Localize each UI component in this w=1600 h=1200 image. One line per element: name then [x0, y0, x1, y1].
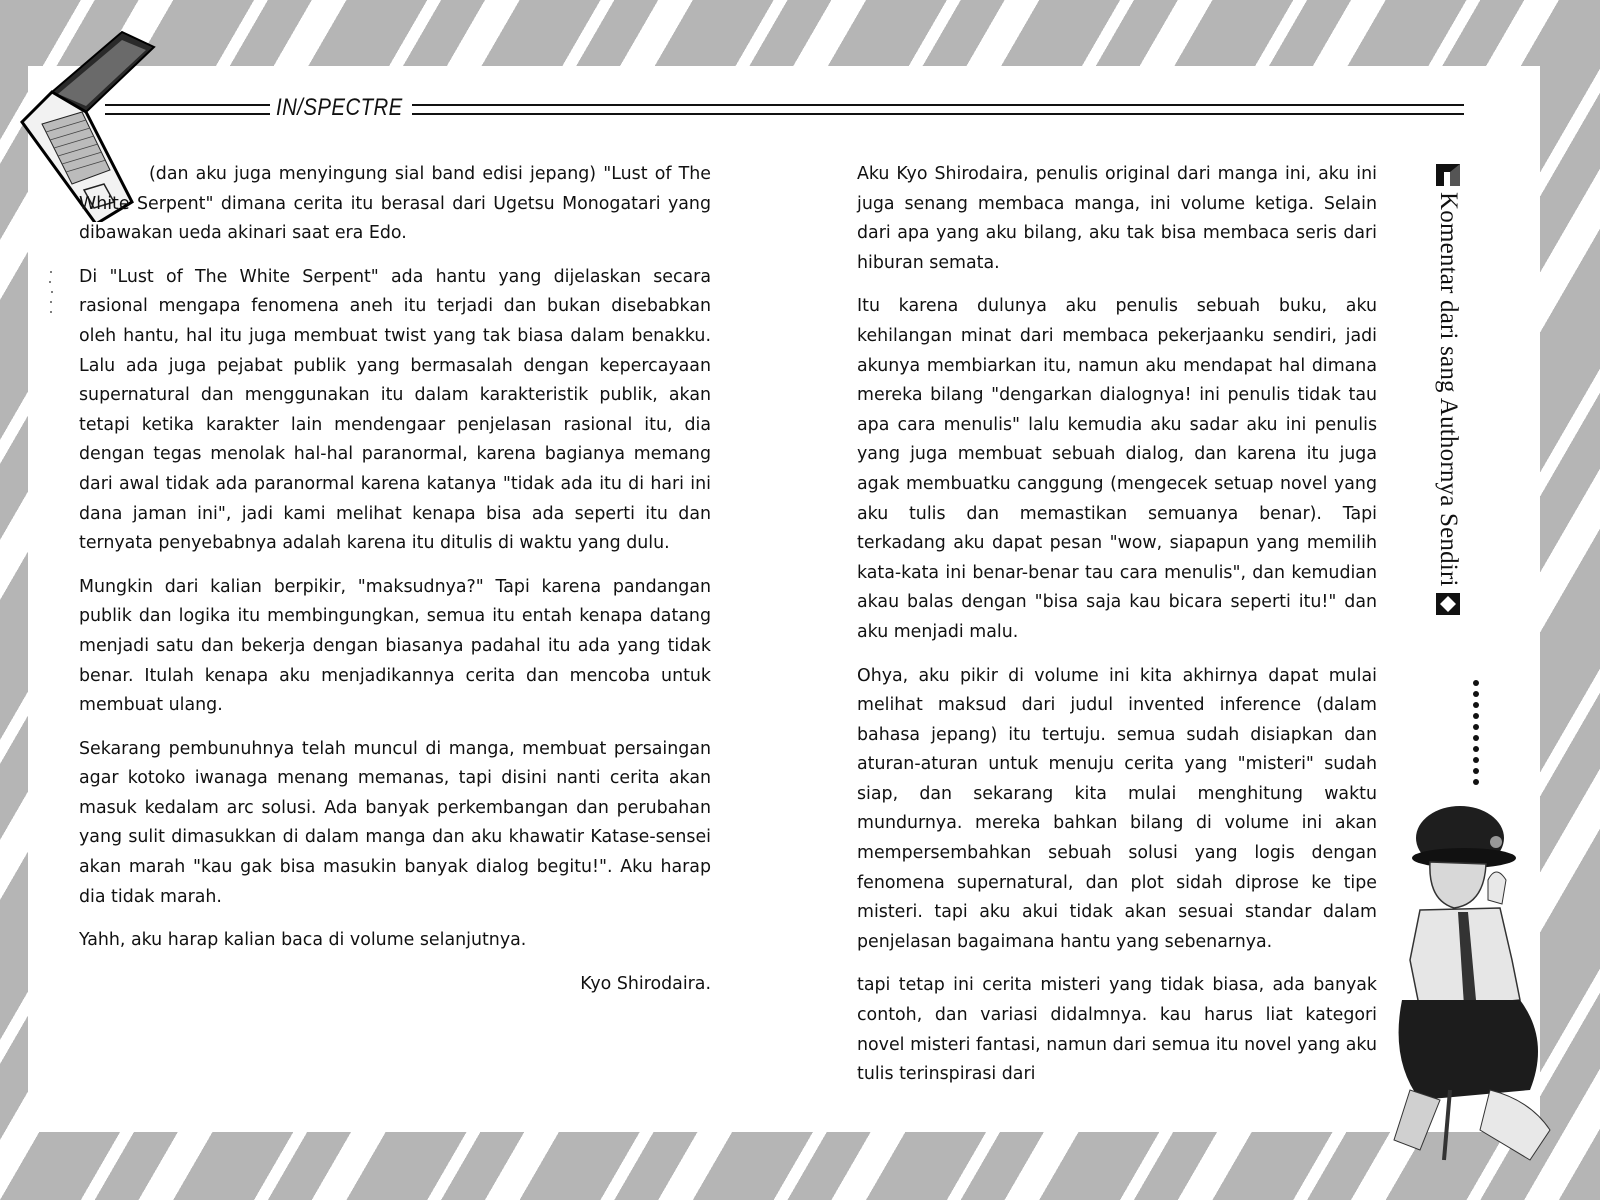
dot	[1473, 691, 1479, 697]
paragraph: Ohya, aku pikir di volume ini kita akhirnya dapat mulai melihat maksud dari judul invented inference (dalam bahasa jepang) itu tertuju. semua sudah disiapkan dan aturan-aturan untuk menuju cerita yang "misteri" sudah siap, dan sekarang kita mulai menghitung waktu mundurnya. mereka bahkan bilang di volume ini akan mempersembahkan sebuah solusi yang logis dengan fenomena supernatural, dan plot sidah diprose ke tipe misteri. tapi aku akui tidak akan sesuai standar dalam penjelasan bagaimana hantu yang sebenarnya.	[857, 665, 1377, 952]
paragraph: Sekarang pembunuhnya telah muncul di manga, membuat persaingan agar kotoko iwanaga menang memanas, tapi disini nanti cerita akan masuk kedalam arc solusi. Ada banyak perkembangan dan perubahan yang sulit dimasukkan di dalam manga dan aku khawatir Katase-sensei akan marah "kau gak bisa masukin banyak dialog begitu!". Aku harap dia tidak marah.	[79, 738, 711, 907]
bracket-top-icon	[1434, 162, 1462, 188]
paragraph: Itu karena dulunya aku penulis sebuah buku, aku kehilangan minat dari membaca pekerjaanku sendiri, jadi akunya membiarkan itu, namun aku mendapat hal dimana mereka bilang "dengarkan dialognya! ini penulis tidak tau apa cara menulis" lalu kemudia aku sadar aku ini penulis yang juga membuat sebuah dialog, dan karena itu juga agak membuatku canggung (mengecek setuap novel yang aku tulis dan memastikan semuanya benar). Tapi terkadang aku dapat pesan "wow, siapapun yang memilih kata-kata ini benar-benar tau cara menulis", dan kemudian akau balas dengan "bisa saja kau bicara seperti itu!" dan aku menjadi malu.	[857, 296, 1377, 642]
decorative-specks-icon	[48, 268, 54, 318]
dot	[1473, 746, 1479, 752]
header-rule-left	[105, 104, 270, 115]
paragraph: tapi tetap ini cerita misteri yang tidak biasa, ada banyak contoh, dan variasi didalmnya. kau harus liat kategori novel misteri fantasi, namun dari semua itu novel yang aku tulis terinspirasi dari	[857, 975, 1377, 1085]
character-illustration-icon	[1380, 800, 1580, 1200]
dot	[1473, 735, 1479, 741]
dot	[1473, 680, 1479, 686]
right-text-column	[857, 160, 1377, 1104]
dot	[1473, 779, 1479, 785]
paragraph: Mungkin dari kalian berpikir, "maksudnya?" Tapi karena pandangan publik dan logika itu membingungkan, semua itu entah kenapa datang menjadi satu dan bekerja dengan biasanya padahal itu ada yang tidak benar. Itulah kenapa aku menjadikannya cerita dan mencoba untuk membuat ulang.	[79, 576, 711, 716]
paragraph: (dan aku juga menyingung sial band edisi jepang) "Lust of The White Serpent" dimana cerita itu berasal dari Ugetsu Monogatari yang dibawakan ueda akinari saat era Edo.	[79, 164, 711, 244]
series-title: IN/SPECTRE	[276, 94, 403, 121]
bracket-bottom-icon	[1434, 591, 1462, 617]
paragraph: Di "Lust of The White Serpent" ada hantu yang dijelaskan secara rasional mengapa fenomena aneh itu terjadi dan bukan disebabkan oleh hantu, hal itu juga membuat twist yang tak biasa dalam benakku. Lalu ada juga pejabat publik yang bermasalah dengan kepercayaan supernatural dan menggunakan itu dalam karakteristik publik, akan tetapi ketika karakter lain mendengaar penjelasan rasional itu, dia dengan tegas menolak hal-hal paranormal, karena bagianya memang dari awal tidak ada paranormal karena katanya "tidak ada itu di hari ini dana jaman ini", jadi kami melihat kenapa bisa ada seperti itu dan ternyata penyebabnya adalah karena itu ditulis di waktu yang dulu.	[79, 266, 711, 554]
paragraph: Aku Kyo Shirodaira, penulis original dari manga ini, aku ini juga senang membaca manga, ini volume ketiga. Selain dari apa yang aku bilang, aku tak bisa membaca seris dari hiburan semata.	[857, 164, 1377, 273]
author-signature: Kyo Shirodaira.	[580, 973, 711, 994]
side-title-text: Komentar dari sang Authornya Sendiri	[1435, 192, 1462, 587]
side-title	[1430, 162, 1466, 632]
dotted-leader	[1471, 680, 1481, 785]
dot	[1473, 713, 1479, 719]
left-text-column	[79, 160, 711, 1013]
dot	[1473, 757, 1479, 763]
dot	[1473, 702, 1479, 708]
dot	[1473, 768, 1479, 774]
paragraph: Yahh, aku harap kalian baca di volume selanjutnya.	[79, 930, 527, 951]
header-rule-right	[412, 104, 1464, 115]
dot	[1473, 724, 1479, 730]
